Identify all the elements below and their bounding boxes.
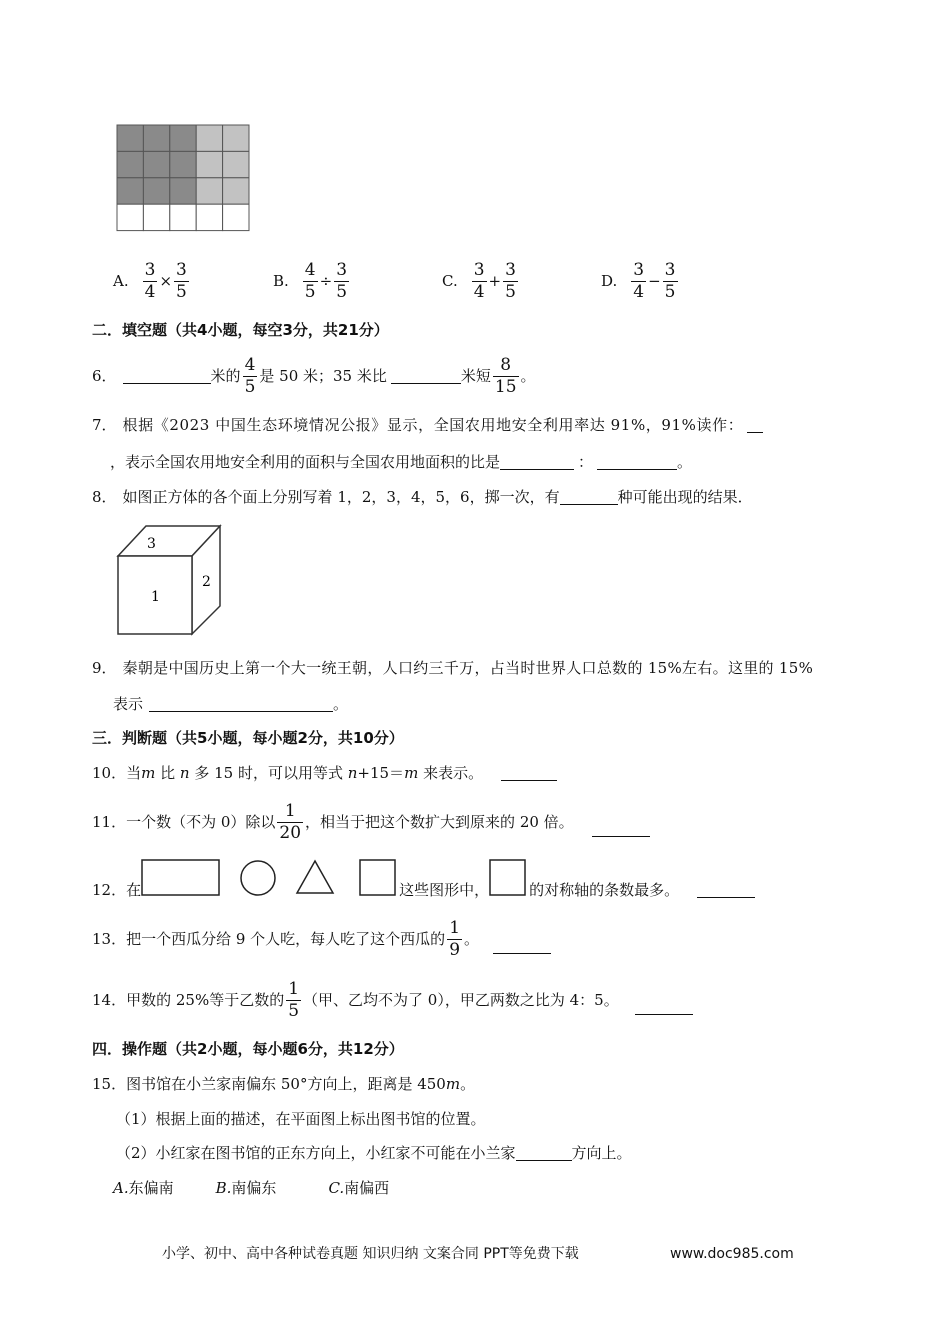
shaded-grid bbox=[116, 124, 250, 232]
question-text: +15＝ bbox=[357, 764, 405, 782]
question-12 bbox=[92, 858, 755, 898]
grid-cell bbox=[196, 151, 222, 177]
footer-promo-text: 小学、初中、高中各种试卷真题 知识归纳 文案合同 PPT等免费下载 bbox=[162, 1246, 579, 1262]
grid-cell bbox=[170, 125, 196, 151]
question-text: 米的 bbox=[210, 367, 241, 385]
question-text: 。 bbox=[460, 1075, 476, 1093]
section-4-title: 四．操作题（共2小题，每小题6分，共12分） bbox=[92, 1040, 404, 1058]
fraction: $\frac{3}{5}$ bbox=[664, 260, 676, 302]
grid-cell bbox=[117, 125, 143, 151]
answer-blank[interactable] bbox=[592, 822, 650, 837]
question-text: 多 15 时，可以用等式 bbox=[189, 764, 348, 782]
answer-blank[interactable] bbox=[391, 369, 461, 384]
answer-blank[interactable] bbox=[516, 1146, 572, 1161]
grid-cell bbox=[170, 151, 196, 177]
question-text: ，表示全国农用地安全利用的面积与全国农用地面积的比是 bbox=[110, 453, 501, 471]
question-number: 12． bbox=[92, 881, 127, 899]
question-15-options bbox=[113, 1181, 389, 1196]
grid-cell bbox=[117, 151, 143, 177]
question-text: 。 bbox=[520, 367, 536, 385]
question-text: （甲、乙均不为了 0），甲乙两数之比为 4：5。 bbox=[303, 991, 619, 1009]
square-shape-icon bbox=[359, 858, 399, 898]
question-14 bbox=[92, 981, 693, 1020]
cube-diagram bbox=[116, 524, 226, 636]
grid-cell bbox=[223, 151, 249, 177]
section-3-title: 三．判断题（共5小题，每小题2分，共10分） bbox=[92, 729, 404, 747]
answer-blank[interactable] bbox=[635, 1000, 693, 1015]
variable: n bbox=[347, 764, 358, 782]
answer-blank[interactable] bbox=[493, 939, 551, 954]
question-text: ，相当于把这个数扩大到原来的 20 倍。 bbox=[305, 813, 574, 831]
question-text: 。 bbox=[333, 695, 349, 713]
question-text: 比 bbox=[155, 764, 180, 782]
q5-option-d bbox=[601, 262, 680, 301]
question-text: 如图正方体的各个面上分别写着 1，2，3，4，5，6，掷一次，有 bbox=[122, 488, 560, 506]
triangle-shape-icon bbox=[295, 858, 341, 898]
question-number: 11． bbox=[92, 813, 127, 831]
grid-cell bbox=[223, 125, 249, 151]
question-text: 根据《2023 中国生态环境情况公报》显示，全国农用地安全利用率达 91%，91%读作： bbox=[122, 416, 744, 434]
answer-blank[interactable] bbox=[501, 766, 557, 781]
question-text: 甲数的 25%等于乙数的 bbox=[126, 991, 285, 1009]
fraction: $\frac{3}{4}$ bbox=[473, 260, 485, 302]
question-15-part-2 bbox=[116, 1146, 632, 1161]
question-number: 9． bbox=[92, 659, 117, 677]
question-15 bbox=[92, 1077, 475, 1092]
question-text: 把一个西瓜分给 9 个人吃，每人吃了这个西瓜的 bbox=[126, 930, 446, 948]
section-2-title: 二．填空题（共4小题，每空3分，共21分） bbox=[92, 321, 389, 339]
question-text: 图书馆在小兰家南偏东 50°方向上，距离是 450 bbox=[126, 1075, 446, 1093]
variable: n bbox=[179, 764, 190, 782]
question-text: 种可能出现的结果． bbox=[617, 488, 753, 506]
question-text: 这些图形中， bbox=[399, 881, 490, 899]
answer-blank[interactable] bbox=[597, 455, 677, 470]
square-shape-icon bbox=[489, 858, 529, 898]
operator: × bbox=[159, 272, 173, 290]
grid-cell bbox=[143, 151, 169, 177]
question-6 bbox=[92, 357, 536, 396]
option-letter: D. bbox=[601, 272, 618, 290]
fraction: $\frac{4}{5}$ bbox=[244, 355, 256, 397]
grid-cell bbox=[170, 204, 196, 230]
question-text: 的对称轴的条数最多。 bbox=[529, 881, 680, 899]
footer-website[interactable]: www.doc985.com bbox=[670, 1246, 794, 1262]
answer-blank[interactable] bbox=[697, 883, 755, 898]
q5-option-c bbox=[442, 262, 520, 301]
grid-cell bbox=[196, 204, 222, 230]
operator: − bbox=[648, 272, 661, 290]
question-number: 13． bbox=[92, 930, 127, 948]
cube-top-label: 3 bbox=[147, 536, 156, 552]
grid-cell bbox=[196, 178, 222, 204]
question-number: 7． bbox=[92, 416, 117, 434]
grid-cell bbox=[117, 178, 143, 204]
question-number: 15． bbox=[92, 1075, 127, 1093]
answer-blank[interactable] bbox=[149, 697, 333, 712]
option-letter: A. bbox=[113, 272, 129, 290]
variable: m bbox=[141, 764, 156, 782]
unit: m bbox=[445, 1075, 461, 1093]
operator: + bbox=[488, 272, 502, 290]
question-number: 10． bbox=[92, 764, 127, 782]
option-b[interactable]: B.南偏东 bbox=[215, 1179, 277, 1197]
fraction: $\frac{3}{4}$ bbox=[633, 260, 645, 302]
answer-blank[interactable] bbox=[123, 369, 211, 384]
grid-cell bbox=[223, 178, 249, 204]
grid-cell bbox=[143, 125, 169, 151]
grid-cell bbox=[223, 204, 249, 230]
fraction: $\frac{1}{20}$ bbox=[279, 801, 302, 843]
question-text: （2）小红家在图书馆的正东方向上，小红家不可能在小兰家 bbox=[116, 1144, 516, 1162]
question-7-line-2 bbox=[110, 455, 692, 470]
question-13 bbox=[92, 920, 551, 959]
operator: ÷ bbox=[319, 272, 333, 290]
grid-cell bbox=[117, 204, 143, 230]
cube-figure bbox=[116, 524, 226, 639]
question-text: ： bbox=[578, 453, 594, 471]
cube-front-label: 1 bbox=[151, 589, 160, 605]
question-text: 方向上。 bbox=[571, 1144, 632, 1162]
question-text: 来表示。 bbox=[418, 764, 484, 782]
answer-blank[interactable] bbox=[747, 418, 763, 433]
q5-option-a bbox=[113, 262, 191, 301]
question-9-line-2 bbox=[113, 697, 348, 712]
circle-shape-icon bbox=[239, 858, 287, 898]
fraction: $\frac{3}{5}$ bbox=[336, 260, 348, 302]
fraction: $\frac{4}{5}$ bbox=[304, 260, 316, 302]
question-text: 当 bbox=[126, 764, 142, 782]
fraction: $\frac{1}{5}$ bbox=[288, 979, 300, 1021]
question-text: 米短 bbox=[460, 367, 491, 385]
question-text: 表示 bbox=[113, 695, 144, 713]
q5-option-b bbox=[273, 262, 351, 301]
question-9-line-1 bbox=[92, 661, 813, 676]
question-text: 。 bbox=[677, 453, 693, 471]
question-text: 在 bbox=[126, 881, 142, 899]
question-8 bbox=[92, 490, 753, 505]
question-15-part-1: （1）根据上面的描述，在平面图上标出图书馆的位置。 bbox=[116, 1110, 486, 1128]
question-11 bbox=[92, 803, 650, 842]
grid-cell bbox=[170, 178, 196, 204]
answer-blank[interactable] bbox=[500, 455, 574, 470]
question-7-line-1 bbox=[92, 418, 763, 433]
question-number: 14． bbox=[92, 991, 127, 1009]
question-number: 6． bbox=[92, 367, 117, 385]
answer-blank[interactable] bbox=[560, 490, 618, 505]
fraction-grid-figure bbox=[116, 124, 250, 235]
question-text: 是 50 米；35 米比 bbox=[259, 367, 387, 385]
question-text: 一个数（不为 0）除以 bbox=[126, 813, 276, 831]
grid-cell bbox=[196, 125, 222, 151]
fraction: $\frac{3}{5}$ bbox=[505, 260, 516, 302]
option-c[interactable]: C.南偏西 bbox=[328, 1179, 390, 1197]
grid-cell bbox=[143, 178, 169, 204]
variable: m bbox=[404, 764, 419, 782]
fraction: $\frac{8}{15}$ bbox=[494, 355, 517, 397]
option-letter: C. bbox=[442, 272, 458, 290]
fraction: $\frac{3}{5}$ bbox=[176, 260, 187, 302]
question-number: 8． bbox=[92, 488, 117, 506]
question-text: 。 bbox=[464, 930, 480, 948]
option-a[interactable]: A.东偏南 bbox=[113, 1179, 174, 1197]
question-10 bbox=[92, 766, 557, 781]
grid-cell bbox=[143, 204, 169, 230]
fraction: $\frac{3}{4}$ bbox=[144, 260, 156, 302]
option-letter: B. bbox=[273, 272, 289, 290]
question-text: 秦朝是中国历史上第一个大一统王朝，人口约三千万，占当时世界人口总数的 15%左右。这里的 15% bbox=[122, 659, 814, 677]
cube-side-label: 2 bbox=[202, 574, 211, 590]
rectangle-shape-icon bbox=[141, 858, 221, 898]
fraction: $\frac{1}{9}$ bbox=[449, 918, 461, 960]
